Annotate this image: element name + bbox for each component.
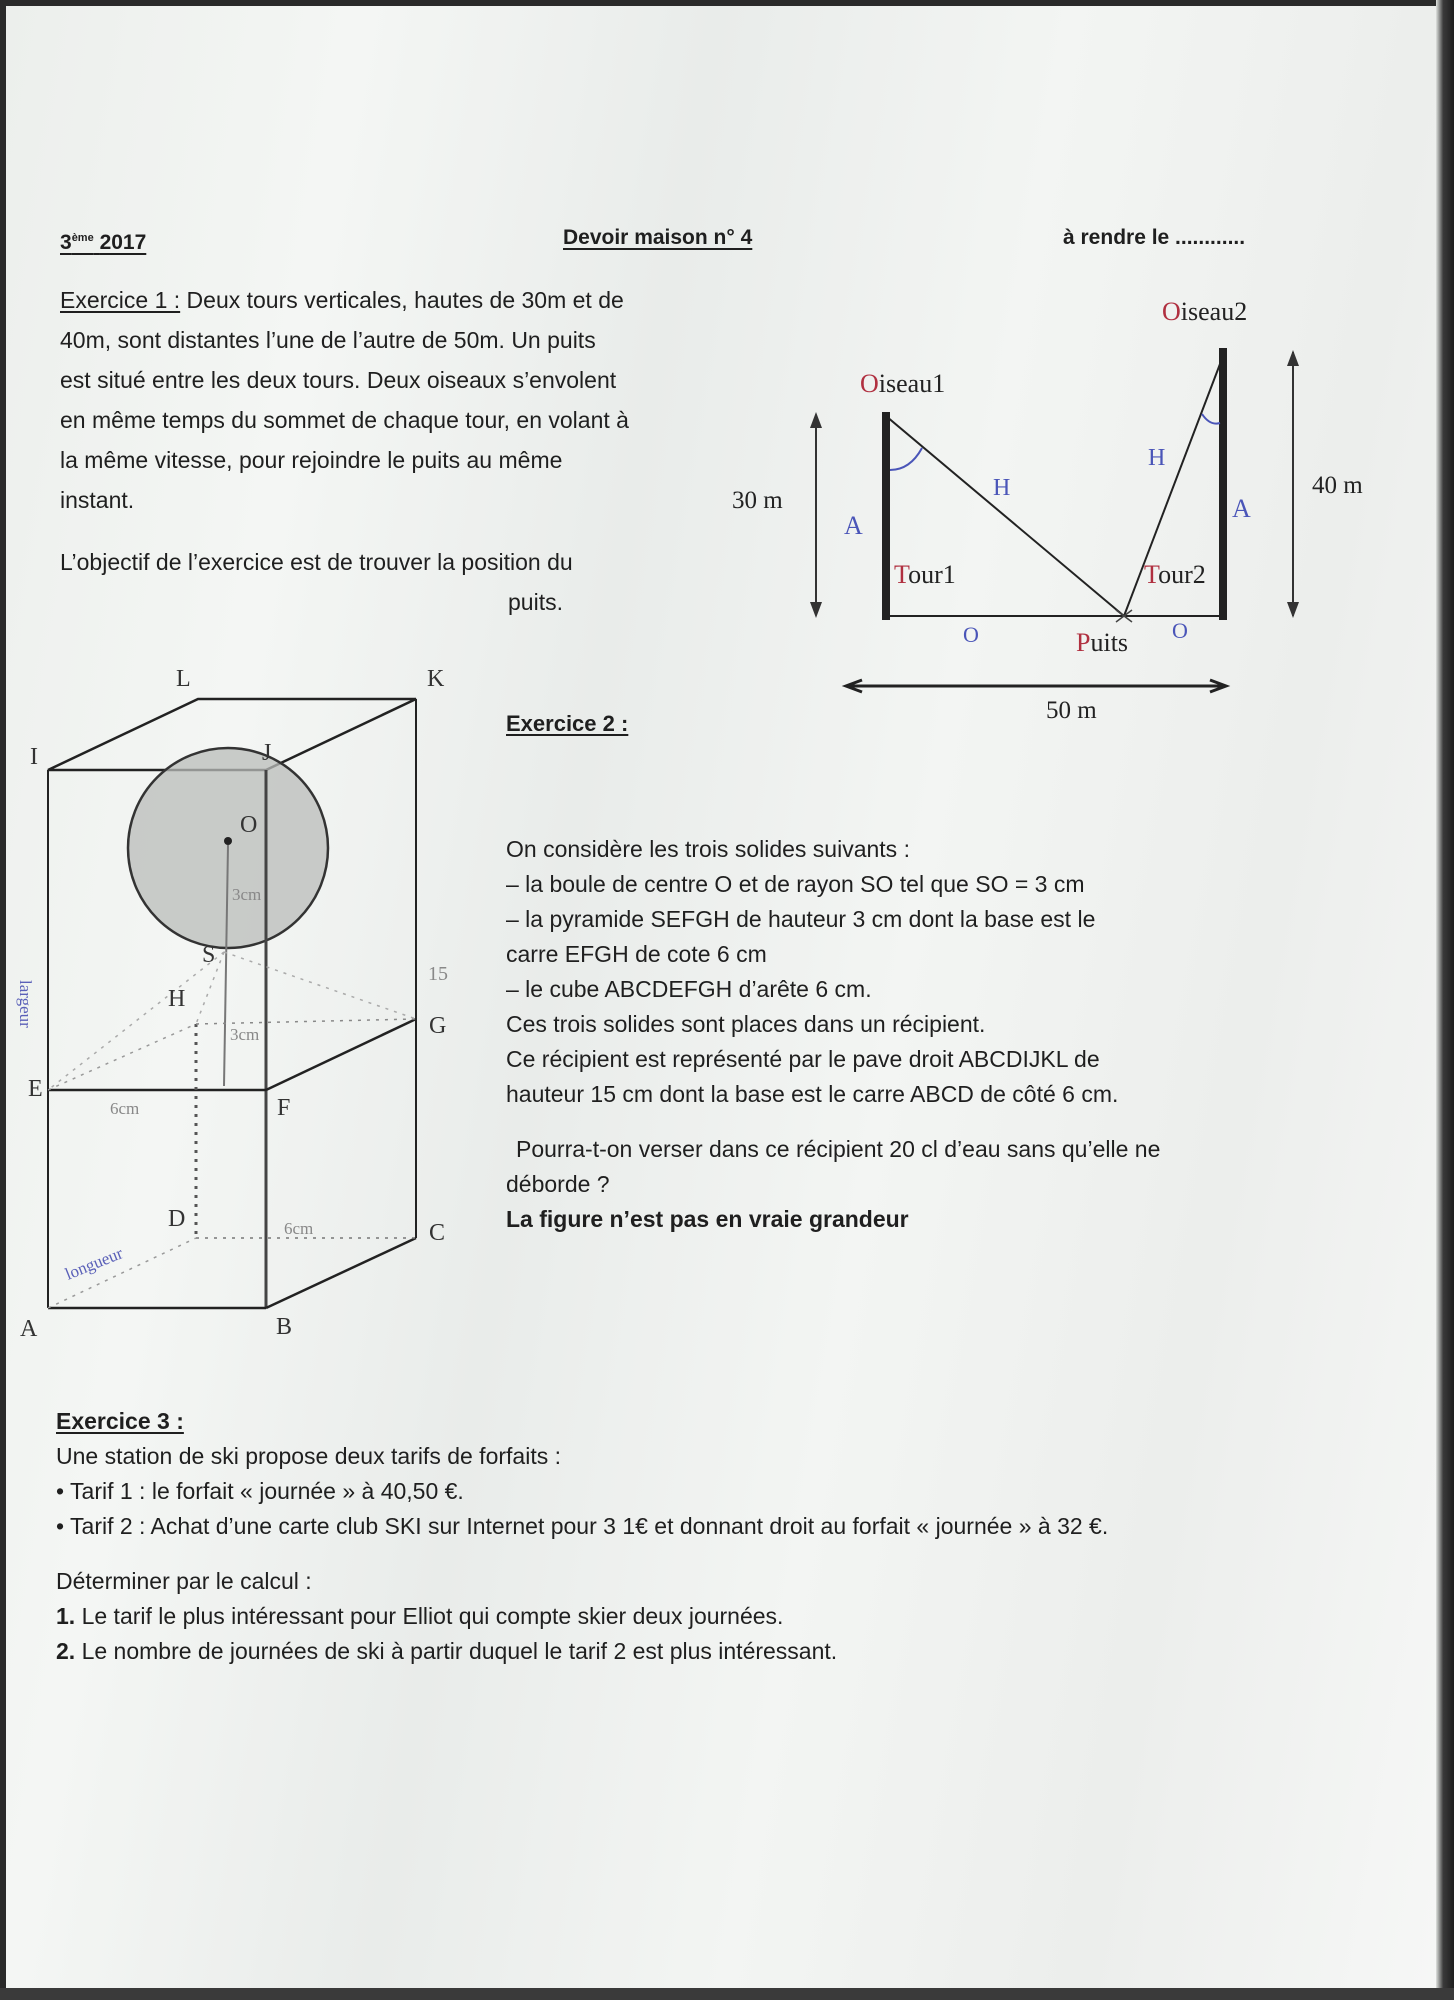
height2-label: 40 m (1312, 472, 1363, 499)
point-label-e: E (28, 1076, 43, 1102)
pyramid-edge-sg (224, 952, 416, 1019)
page-title: Devoir maison n° 4 (563, 226, 753, 249)
center-point-o (224, 837, 232, 845)
exercise2-heading: Exercice 2 : (506, 711, 629, 736)
point-label-k: K (427, 666, 445, 692)
handwritten-hypotenuse-2: H (1148, 445, 1166, 471)
exercise3-heading: Exercice 3 : (56, 1408, 184, 1434)
hidden-edge-hg (196, 1019, 416, 1024)
hidden-edge-eh (48, 1024, 196, 1090)
point-label-s: S (202, 942, 216, 968)
point-label-c: C (429, 1220, 446, 1246)
point-label-o: O (240, 812, 258, 838)
bird2-label: Oiseau2 (1162, 297, 1248, 326)
distance-label: 50 m (1046, 697, 1097, 720)
tariff-2: • Tarif 2 : Achat d’une carte club SKI sur Internet pour 3 1€ et donnant droit au forfait « journée » à 32 €. (56, 1513, 1109, 1539)
annotation-edge-depth: 6cm (284, 1219, 314, 1238)
point-label-l: L (176, 666, 191, 692)
exercise2-text: On considère les trois solides suivants : – la boule de centre O et de rayon SO tel que SO = 3 cm – la pyramide SEFGH de hauteur 3 cm dont la base est le carre EFGH de cote 6 cm – le cube ABCDEFGH d’arête 6 cm. Ces trois solides sont places dans un récipient. Ce récipient est représenté par le pave droit ABCDIJKL de hauteur 15 cm dont la base est le carre ABCD de côté 6 cm. Pourra-t-on verser dans ce récipient 20 cl d’eau sans qu’elle ne déborde ? La figure n’est pas en vraie grandeur (506, 832, 1160, 1237)
handwritten-adjacent-2: A (1232, 494, 1251, 523)
edge-fg (266, 1019, 416, 1090)
point-label-h: H (168, 986, 186, 1012)
scan-border-right (1436, 0, 1454, 2000)
point-label-i: I (30, 744, 38, 770)
question-1: 1. Le tarif le plus intéressant pour Elliot qui compte skier deux journées. (56, 1603, 784, 1629)
exercise3-text: Exercice 3 : Une station de ski propose deux tarifs de forfaits : • Tarif 1 : le forfait « journée » à 40,50 €. • Tarif 2 : Achat d’une carte club SKI sur Internet pour 3 1€ et donnant droit au forfait « journée » à 32 €. Déterminer par le calcul : 1. Le tarif le plus intéressant pour Elliot qui compte skier deux journées. 2. Le nombre de journées de ski à partir duquel le tarif 2 est plus intéressant. (56, 1404, 1108, 1669)
point-label-g: G (429, 1013, 447, 1039)
height1-label: 30 m (732, 487, 783, 514)
tower1-label: Tour1 (894, 560, 956, 589)
point-label-f: F (277, 1095, 291, 1121)
tariff-1: • Tarif 1 : le forfait « journée » à 40,50 €. (56, 1478, 464, 1504)
handwritten-opposite-1: O (963, 622, 979, 647)
exercise2-question: Pourra-t-on verser dans ce récipient 20 cl d’eau sans qu’elle ne (516, 1136, 1161, 1162)
handwritten-opposite-2: O (1172, 618, 1188, 643)
angle-arc-icon (890, 448, 922, 470)
bird1-label: Oiseau1 (860, 369, 946, 398)
edge-bc (266, 1238, 416, 1308)
container-figure (0, 660, 480, 1360)
class-year: 3ème 2017 (60, 231, 147, 254)
well-label: Puits (1076, 628, 1129, 657)
towers-figure (720, 280, 1400, 720)
point-label-d: D (168, 1206, 186, 1232)
due-date: à rendre le ............ (1063, 226, 1246, 249)
point-label-j: J (262, 740, 272, 766)
annotation-edge-front: 6cm (110, 1099, 140, 1118)
exercise1-heading: Exercice 1 : (60, 287, 181, 313)
annotation-pyramid-height: 3cm (230, 1025, 260, 1044)
scan-border-bottom (0, 1988, 1454, 2000)
annotation-length: longueur (62, 1243, 126, 1284)
angle-arc-icon (1202, 414, 1220, 424)
tower2-label: Tour2 (1144, 560, 1206, 589)
handwritten-adjacent-1: A (844, 511, 863, 540)
exercise2-note: La figure n’est pas en vraie grandeur (506, 1206, 909, 1232)
exercise1-text: Exercice 1 : Deux tours verticales, hautes de 30m et de 40m, sont distantes l’une de l’autre de 50m. Un puits est situé entre les deux tours. Deux oiseaux s’envolent en même temps du sommet de chaque tour, en volant à la même vitesse, pour rejoindre le puits au même instant. L’objectif de l’exercice est de trouver la position du puits. (60, 287, 629, 615)
annotation-radius: 3cm (232, 885, 262, 904)
handwritten-hypotenuse-1: H (993, 475, 1011, 501)
question-2: 2. Le nombre de journées de ski à partir duquel le tarif 2 est plus intéressant. (56, 1638, 838, 1664)
annotation-total-height: 15 (428, 963, 448, 985)
annotation-width: largeur (16, 980, 35, 1028)
point-label-b: B (276, 1314, 293, 1340)
point-label-a: A (20, 1316, 38, 1342)
